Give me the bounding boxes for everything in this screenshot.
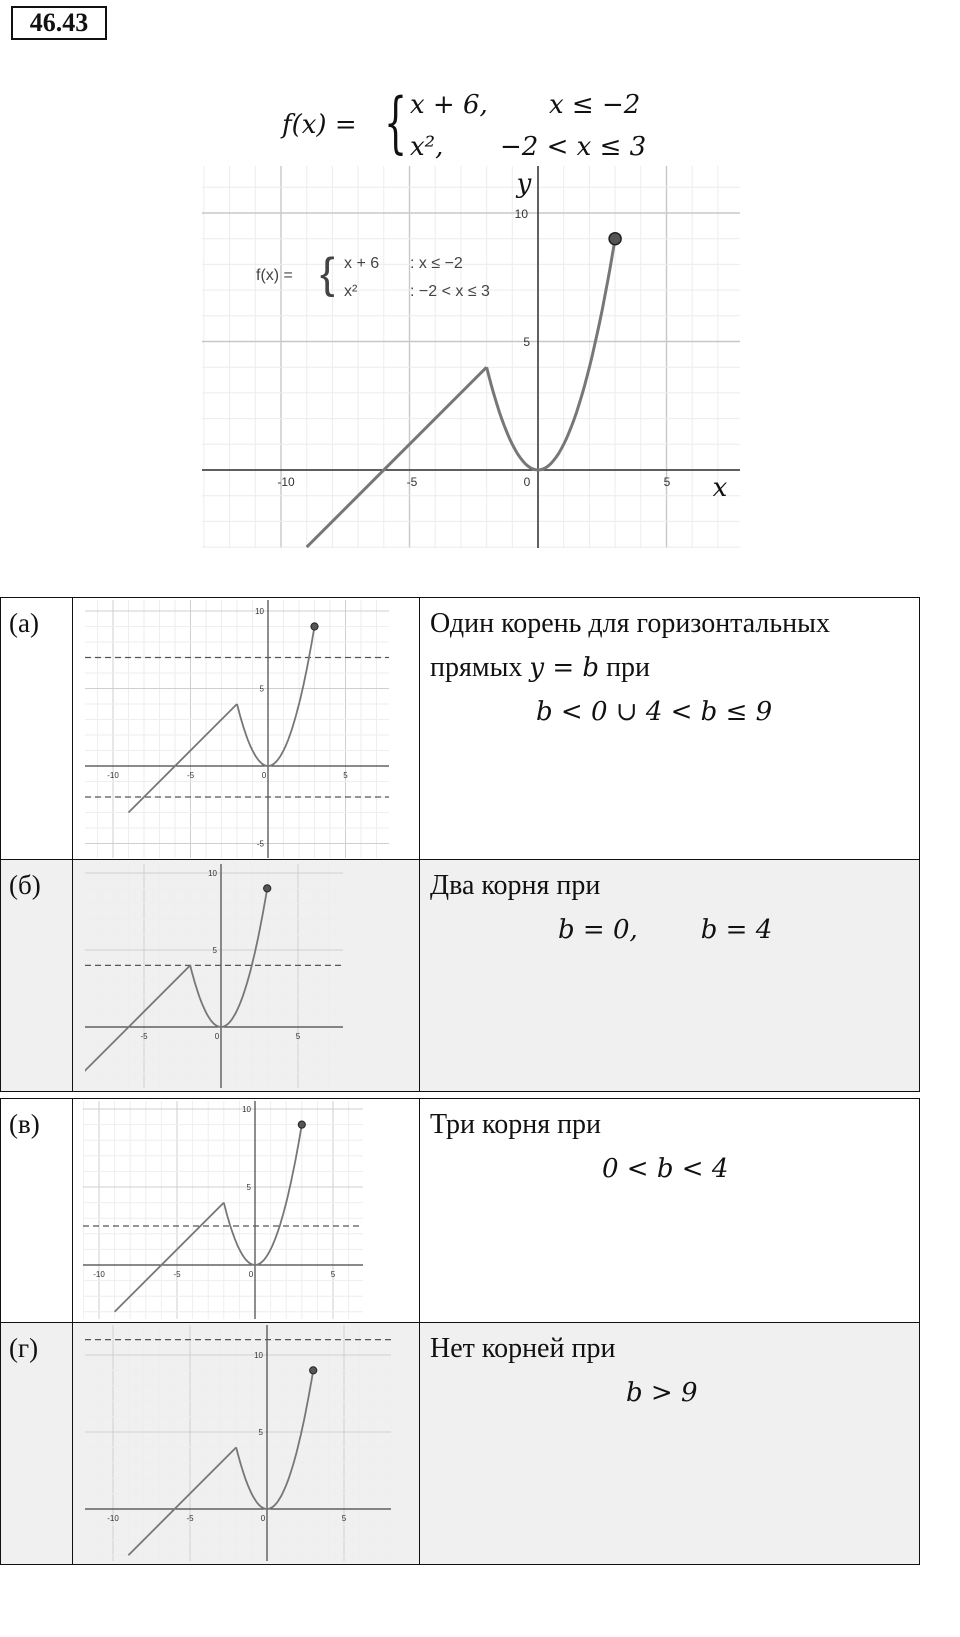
endpoint-marker <box>609 233 621 245</box>
endpoint-marker <box>311 623 318 630</box>
case-row-v <box>1 1099 920 1323</box>
case-math: 0 < b < 4 <box>602 1154 729 1184</box>
cases-table-1 <box>0 597 920 1092</box>
case-text-line <box>430 646 909 690</box>
case-label: (в) <box>1 1099 73 1323</box>
tick-label-x: -10 <box>93 1270 105 1279</box>
case-row-a <box>1 598 920 860</box>
case-graph-a <box>85 600 389 858</box>
linear-segment <box>307 367 487 547</box>
case-label: (б) <box>1 860 73 1092</box>
grid <box>85 864 343 1088</box>
tick-label-y: 10 <box>242 1105 251 1114</box>
tick-label-y: 5 <box>523 335 530 349</box>
formula-row2-expression: x², <box>410 132 444 162</box>
linear-segment <box>128 1447 236 1555</box>
main-function-graph <box>202 166 740 548</box>
case-text: при <box>599 652 651 683</box>
parabola-segment <box>190 888 267 1027</box>
problem-number: 46.43 <box>11 6 107 40</box>
case-math: b = 0, <box>558 915 638 945</box>
parabola-segment <box>487 239 615 470</box>
tick-label-y: 5 <box>246 1183 251 1192</box>
case-graph-b <box>85 864 343 1088</box>
tick-label-x: 0 <box>248 1270 254 1279</box>
formula-brace: { <box>384 84 408 161</box>
case-text: прямых <box>430 652 530 683</box>
tick-label-x: -5 <box>173 1270 181 1279</box>
case-text-line: Три корня при <box>430 1109 602 1140</box>
formula-row1-expression: x + 6, <box>410 90 488 120</box>
legend-row1-expression: x + 6 <box>344 255 380 272</box>
case-graph-cell <box>73 598 420 860</box>
tick-label-x: 5 <box>663 475 671 489</box>
tick-label-x: 0 <box>261 771 267 780</box>
graph-legend <box>256 249 490 300</box>
parabola-segment <box>236 1370 313 1509</box>
tick-label-x: -5 <box>186 771 195 780</box>
tick-label-y: 10 <box>208 869 217 878</box>
legend-row2-condition: : −2 < x ≤ 3 <box>410 283 490 300</box>
grid <box>85 600 389 858</box>
case-label: (г) <box>1 1323 73 1565</box>
case-description <box>420 1099 920 1323</box>
endpoint-marker <box>264 885 271 892</box>
tick-label-y: -5 <box>256 839 264 849</box>
axes <box>202 166 740 548</box>
tick-label-x: 5 <box>330 1270 336 1279</box>
case-row-b <box>1 860 920 1092</box>
parabola-segment <box>237 627 315 767</box>
tick-label-x: 5 <box>295 1032 301 1041</box>
case-description <box>420 598 920 860</box>
tick-label-x: 5 <box>341 1514 347 1523</box>
tick-label-y: 5 <box>258 1428 263 1437</box>
case-graph-v <box>83 1101 363 1319</box>
legend-row1-condition: : x ≤ −2 <box>410 255 463 272</box>
tick-label-x: -10 <box>107 771 119 780</box>
cases-table-2 <box>0 1098 920 1565</box>
piecewise-formula <box>282 84 682 168</box>
formula-row2-condition: −2 < x ≤ 3 <box>500 132 647 162</box>
x-axis-label: x <box>712 473 728 503</box>
grid <box>85 1325 391 1561</box>
case-math: b > 9 <box>626 1378 698 1408</box>
legend-row2-expression: x² <box>344 283 358 300</box>
tick-label-y: 10 <box>514 207 528 221</box>
case-math: b = 4 <box>700 915 773 945</box>
case-description <box>420 860 920 1092</box>
case-label: (а) <box>1 598 73 860</box>
case-text-line: Один корень для горизонтальных <box>430 608 830 639</box>
tick-labels <box>277 207 670 489</box>
case-description <box>420 1323 920 1565</box>
legend-brace: { <box>320 249 335 298</box>
endpoint-marker <box>298 1121 305 1128</box>
case-graph-g <box>85 1325 391 1561</box>
case-text-line: Два корня при <box>430 870 601 901</box>
tick-label-x: -5 <box>406 475 418 489</box>
y-axis-label: y <box>516 169 532 199</box>
linear-segment <box>129 704 238 813</box>
tick-label-y: 5 <box>212 946 217 955</box>
tick-label-x: 0 <box>523 475 531 489</box>
tick-label-y: 10 <box>255 607 264 616</box>
grid <box>83 1101 363 1319</box>
case-math: b < 0 ∪ 4 < b ≤ 9 <box>536 697 773 727</box>
formula-row1-condition: x ≤ −2 <box>549 90 641 120</box>
linear-segment <box>115 1203 224 1312</box>
tick-label-x: -5 <box>186 1514 194 1523</box>
case-inline-math: y = b <box>529 653 600 683</box>
endpoint-marker <box>310 1367 317 1374</box>
tick-label-x: -5 <box>140 1032 148 1041</box>
tick-label-x: 5 <box>343 771 348 780</box>
case-graph-cell <box>73 860 420 1092</box>
tick-label-x: 0 <box>260 1514 266 1523</box>
formula-lhs: f(x) = <box>282 110 357 140</box>
case-row-g <box>1 1323 920 1565</box>
legend-lhs: f(x) = <box>256 267 293 284</box>
tick-label-x: -10 <box>277 475 295 489</box>
tick-label-y: 10 <box>254 1351 263 1360</box>
grid <box>202 166 740 548</box>
case-math-line <box>430 908 909 952</box>
case-graph-cell <box>73 1323 420 1565</box>
parabola-segment <box>224 1125 302 1265</box>
case-text-line: Нет корней при <box>430 1333 616 1364</box>
tick-label-y: 5 <box>259 684 264 694</box>
tick-label-x: -10 <box>107 1514 119 1523</box>
case-graph-cell <box>73 1099 420 1323</box>
tick-label-x: 0 <box>214 1032 220 1041</box>
